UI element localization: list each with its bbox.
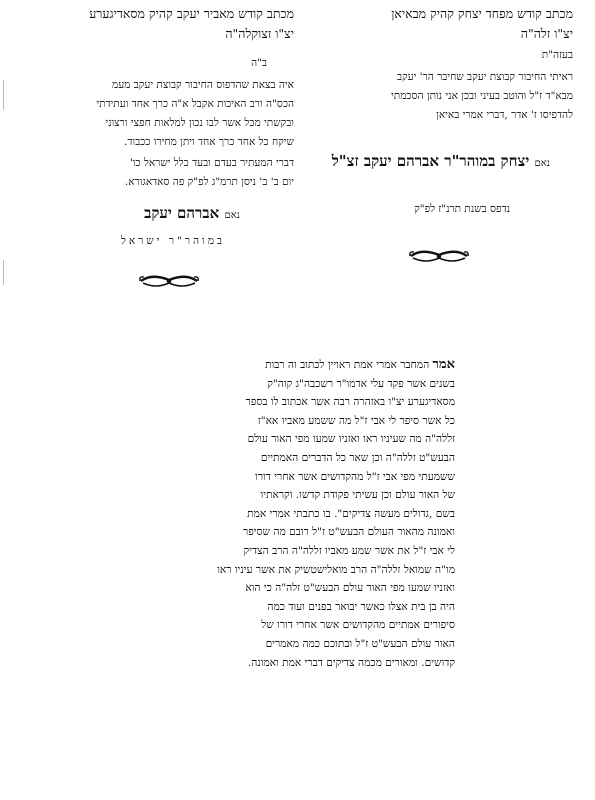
intro-line: בשנים אשר פקד עלי אדמו"ר רשכבה"ג קוה"ק <box>267 377 455 390</box>
right-letter-body-line: ראיתי החיבור קבוצת יעקב שחיבר הר' יעקב <box>396 71 573 83</box>
scan-edge-mark <box>3 80 4 110</box>
right-letter-body-line: להדפיסו ז' אדר ,דברי אמרי באיאן <box>436 109 573 121</box>
intro-line: של האור עולם וכן עשיתי פקודת קדשו. וקראתיו <box>260 489 455 502</box>
left-letter <box>32 4 294 44</box>
left-letter-signature-sub: במוהר"ר ישראל <box>120 235 225 247</box>
right-letter-body <box>298 68 573 125</box>
left-letter-body <box>32 76 294 152</box>
author-intro <box>175 356 455 672</box>
scroll-ornament-icon <box>138 272 200 290</box>
right-letter <box>313 4 573 44</box>
scroll-ornament-icon <box>408 247 470 265</box>
intro-line: הבעש"ט זללה"ה וכן שאר כל הדברים האמתיים <box>260 451 455 464</box>
intro-lead-word: אמר <box>432 357 455 372</box>
intro-line: לי אבי ז"ל את אשר שמע מאביו זללה"ה הרב הצדיק <box>243 544 455 557</box>
left-letter-body-line: איה בצאת שהדפוס החיבור קבוצת יעקב מעמ <box>111 79 294 91</box>
right-letter-date: בעזה"ת <box>541 49 573 61</box>
left-letter-closing-line: דברי המעתיר בעדם ובעד כלל ישראל כו' <box>129 157 294 169</box>
left-letter-body-line: שיקח כל אחד כרך אחד ויתן מחירו ככבוד. <box>124 136 294 148</box>
intro-line: ואמונה מהאור העולם הבעש"ט ז"ל רובם מה שסיפר <box>243 526 455 539</box>
intro-line: סיפורים אמתיים מהקדושים אשר אחרי דורו של <box>261 619 455 632</box>
right-letter-body-line: מבא"ד ז"ל והוטב בעיני ובכן אני נותן הסכמתי <box>391 90 573 102</box>
signature-name: אברהם יעקב <box>144 204 220 222</box>
right-letter-title-line: יצ"ו זלה"ה <box>520 26 573 41</box>
intro-line: ואזניו שמעו מפי האור עולם הבעש"ט זלה"ה כי הוא <box>245 582 455 595</box>
signature-prefix: נאם <box>224 210 240 221</box>
signature-prefix: נאם <box>534 158 550 169</box>
scan-edge-mark <box>3 260 4 285</box>
intro-line: מסאדיגערע יצ"ו באזהרה רבה אשר אכתוב לו בספר <box>245 396 455 409</box>
intro-line: היה בן בית אצלו כאשר יבואר בפנים ועוד כמה <box>267 600 455 613</box>
intro-line: בשם ,גדולים מעשה צדיקים". בו כתבתי אמרי אמת <box>247 507 455 520</box>
left-letter-body-line: הכס"ה ורב האיכות אקבל א"ה כרך אחד ועתידתי <box>96 98 294 110</box>
intro-line: זללה"ה מה שעיניו ראו ואזניו שמעו מפי האור עולם <box>247 433 455 446</box>
left-letter-signature <box>144 204 240 223</box>
right-letter-title-line: מכתב קודש מפחד יצחק קהיק מבאיאן <box>391 6 573 21</box>
left-letter-date: ב"ה <box>251 57 267 69</box>
right-letter-printed-note: נדפס בשנת תרנ"ז לפ"ק <box>414 203 510 215</box>
intro-line: קדושים. ומאורים מכמה צדיקים דברי אמת ואמונה. <box>247 656 455 669</box>
right-letter-signature <box>332 152 550 171</box>
intro-line: כל אשר סיפר לי אבי ז"ל מה ששמע מאביו אא"ז <box>257 414 455 427</box>
intro-line: האור עולם הבעש"ט ז"ל ובתוכם כמה מאמרים <box>265 637 455 650</box>
left-letter-title-line: יצ"ו זצוקלה"ה <box>225 26 294 41</box>
left-letter-title-line: מכתב קודש מאביר יעקב קהיק מסאדיגערע <box>89 6 294 21</box>
left-letter-body-line: ובקשתי מכל אשר לבו נכון למלאות חפצי ורצוני <box>105 117 294 129</box>
signature-name: יצחק במוהר"ר אברהם יעקב זצ"ל <box>331 152 530 170</box>
left-letter-closing-line: יום ב' ב' ניסן תרמ"ג לפ"ק פה סאדאגורא. <box>124 176 294 188</box>
intro-line: המחבר אמרי אמת ראויין לכתוב וה רבות <box>265 359 430 371</box>
intro-line: מו"ה שמואל זללה"ה הרב מואלישטשיק את אשר עיניו ראו <box>217 563 455 576</box>
left-letter-closing <box>32 154 294 192</box>
intro-line: ששמעתי מפי אבי ז"ל מהקדושים אשר אחרי דורו <box>255 470 455 483</box>
